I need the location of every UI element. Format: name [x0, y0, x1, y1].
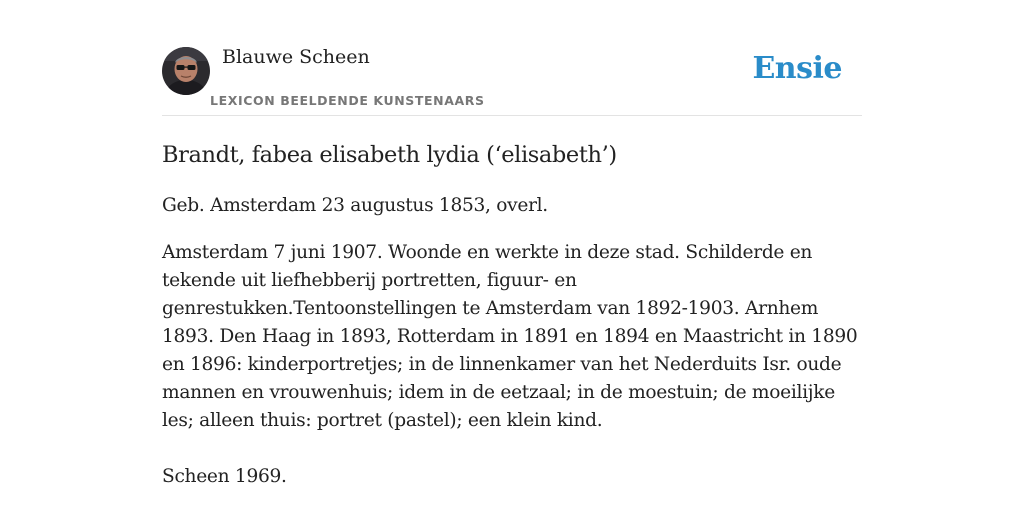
article-paragraph: Amsterdam 7 juni 1907. Woonde en werkte in deze stad. Schilderde en tekende uit liefhebberij portretten, figuur- en genrestukken.Tentoonstellingen te Amsterdam van 1892-1903. Arnhem 1893. Den Haag in 1893, Rotterdam in 1891 en 1894 en Maastricht in 1890 en 1896: kinderportretjes; in de linnenkamer van het Nederduits Isr. oude mannen en vrouwenhuis; idem in de eetzaal; in de moestuin; de moeilijke les; alleen thuis: portret (pastel); een klein kind.	[162, 242, 858, 431]
category-label[interactable]: LEXICON BEELDENDE KUNSTENAARS	[210, 93, 485, 108]
author-avatar[interactable]	[162, 47, 210, 95]
article-header	[162, 44, 862, 116]
article-body	[162, 140, 862, 491]
article-source: Scheen 1969.	[162, 466, 287, 487]
article-title: Brandt, fabea elisabeth lydia (‘elisabeth’)	[162, 142, 617, 168]
author-name[interactable]: Blauwe Scheen	[222, 46, 370, 68]
brand-logo[interactable]: Ensie	[752, 51, 842, 86]
article-paragraph: Geb. Amsterdam 23 augustus 1853, overl.	[162, 195, 548, 216]
avatar-image	[162, 47, 210, 95]
